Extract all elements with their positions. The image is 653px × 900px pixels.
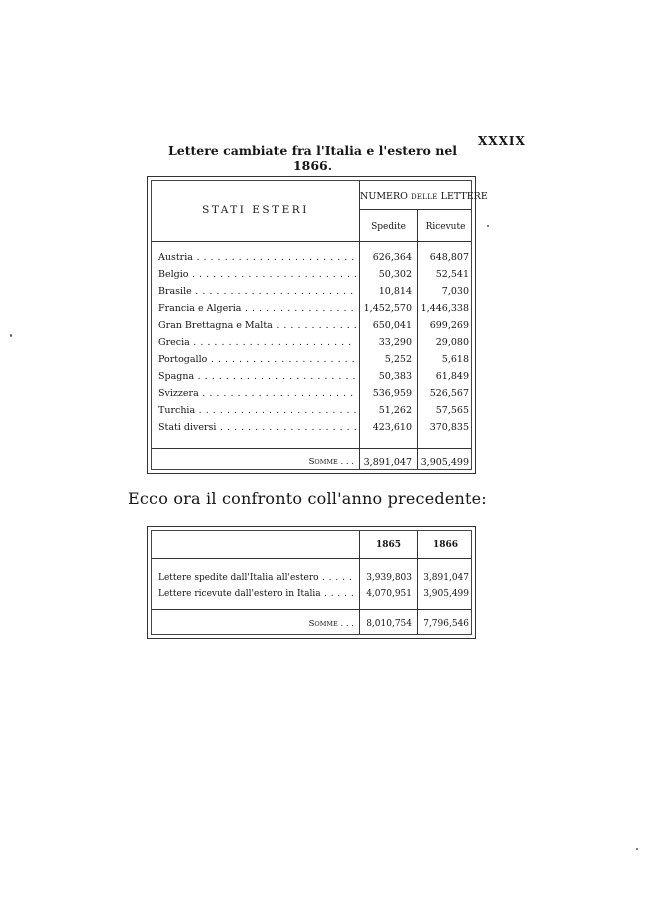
header-delle-word: DELLE bbox=[410, 193, 438, 201]
value-1865: 4,070,951 bbox=[366, 589, 412, 599]
table-row bbox=[152, 405, 471, 422]
total-rule bbox=[152, 448, 471, 449]
row-label: Lettere ricevute dall'estero in Italia . . . bbox=[158, 589, 356, 599]
ricevute-value: 57,565 bbox=[435, 405, 469, 416]
total-rule bbox=[152, 609, 471, 610]
page-number: XXXIX bbox=[478, 134, 526, 148]
header-rule bbox=[152, 558, 471, 559]
ricevute-value: 648,807 bbox=[429, 252, 469, 263]
table-row bbox=[152, 422, 471, 439]
totals-label-rest: OMME bbox=[314, 620, 338, 628]
ricevute-value: 699,269 bbox=[429, 320, 469, 331]
table-row bbox=[152, 269, 471, 286]
scan-speck bbox=[636, 848, 638, 850]
country-name: Belgio . . . bbox=[158, 269, 356, 280]
total-1865: 8,010,754 bbox=[366, 619, 412, 629]
year-comparison-table bbox=[147, 526, 476, 639]
country-name: Portogallo . . . bbox=[158, 354, 356, 365]
total-spedite: 3,891,047 bbox=[363, 457, 412, 468]
header-lettere-word: LETTERE bbox=[440, 191, 488, 202]
header-spedite: Spedite bbox=[371, 222, 406, 232]
country-name: Brasile . . . bbox=[158, 286, 356, 297]
header-numero-delle-lettere bbox=[360, 191, 488, 202]
header-numero-word: NUMERO bbox=[360, 191, 408, 202]
header-year-1865: 1865 bbox=[375, 540, 402, 550]
spedite-value: 626,364 bbox=[372, 252, 412, 263]
spedite-value: 1,452,570 bbox=[363, 303, 412, 314]
table-title: Lettere cambiate fra l'Italia e l'estero nel 1866. bbox=[167, 143, 458, 173]
country-name: Spagna . . . bbox=[158, 371, 356, 382]
spedite-value: 650,041 bbox=[372, 320, 412, 331]
scan-speck bbox=[487, 225, 489, 227]
table-row bbox=[152, 252, 471, 269]
country-name: Stati diversi . . . bbox=[158, 422, 356, 433]
totals-label-dots: . . . bbox=[337, 457, 354, 467]
table-row bbox=[152, 286, 471, 303]
spedite-value: 51,262 bbox=[378, 405, 412, 416]
spedite-value: 50,302 bbox=[378, 269, 412, 280]
spedite-value: 33,290 bbox=[378, 337, 412, 348]
ricevute-value: 29,080 bbox=[435, 337, 469, 348]
table-row bbox=[152, 589, 471, 604]
header-year-1866: 1866 bbox=[432, 540, 459, 550]
table-row bbox=[152, 354, 471, 371]
totals-label bbox=[292, 457, 354, 467]
table-row bbox=[152, 303, 471, 320]
ricevute-value: 5,618 bbox=[441, 354, 469, 365]
table-row bbox=[152, 320, 471, 337]
value-1866: 3,891,047 bbox=[423, 573, 469, 583]
totals-label-dots: . . . bbox=[337, 619, 354, 629]
scan-speck bbox=[10, 334, 12, 337]
table-inner-frame bbox=[151, 530, 472, 635]
row-label: Lettere spedite dall'Italia all'estero . . . bbox=[158, 573, 356, 583]
table-row bbox=[152, 371, 471, 388]
table-row bbox=[152, 388, 471, 405]
header-stati-esteri: STATI ESTERI bbox=[202, 204, 309, 216]
ricevute-value: 61,849 bbox=[435, 371, 469, 382]
totals-label-rest: OMME bbox=[314, 458, 338, 466]
header-sub-rule bbox=[360, 209, 471, 210]
ricevute-value: 7,030 bbox=[441, 286, 469, 297]
table-row bbox=[152, 337, 471, 354]
value-1866: 3,905,499 bbox=[423, 589, 469, 599]
header-ricevute: Ricevute bbox=[425, 222, 466, 232]
intro-text: Ecco ora il confronto coll'anno precedente: bbox=[128, 489, 487, 508]
totals-label bbox=[292, 619, 354, 629]
ricevute-value: 1,446,338 bbox=[420, 303, 469, 314]
spedite-value: 423,610 bbox=[372, 422, 412, 433]
value-1865: 3,939,803 bbox=[366, 573, 412, 583]
country-name: Gran Brettagna e Malta . . . bbox=[158, 320, 356, 331]
ricevute-value: 52,541 bbox=[435, 269, 469, 280]
letters-by-country-table bbox=[147, 176, 488, 474]
table-inner-frame bbox=[151, 180, 488, 470]
country-name: Svizzera . . . bbox=[158, 388, 356, 399]
country-name: Francia e Algeria . . . bbox=[158, 303, 356, 314]
ricevute-value: 526,567 bbox=[429, 388, 469, 399]
total-1866: 7,796,546 bbox=[423, 619, 469, 629]
header-rule bbox=[152, 241, 471, 242]
spedite-value: 10,814 bbox=[378, 286, 412, 297]
country-name: Austria . . . bbox=[158, 252, 356, 263]
totals-label-cap: S bbox=[308, 457, 315, 467]
ricevute-value: 370,835 bbox=[429, 422, 469, 433]
table-row bbox=[152, 573, 471, 588]
country-name: Grecia . . . bbox=[158, 337, 356, 348]
country-name: Turchia . . . bbox=[158, 405, 356, 416]
spedite-value: 50,383 bbox=[378, 371, 412, 382]
total-ricevute: 3,905,499 bbox=[420, 457, 469, 468]
spedite-value: 5,252 bbox=[384, 354, 412, 365]
spedite-value: 536,959 bbox=[372, 388, 412, 399]
totals-label-cap: S bbox=[308, 619, 315, 629]
